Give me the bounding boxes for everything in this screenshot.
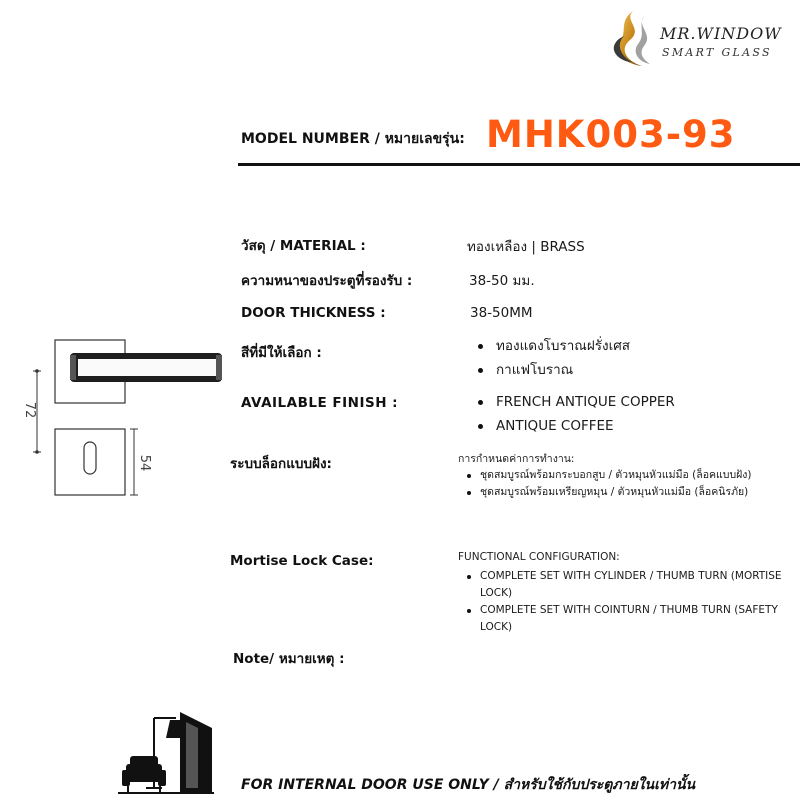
model-number-label: MODEL NUMBER / หมายเลขรุ่น:: [241, 131, 465, 147]
thickness-value-th: 38-50 มม.: [469, 273, 535, 289]
header-divider: [238, 163, 800, 166]
lock-list-en: [458, 568, 800, 636]
finish-label-th: สีที่มีให้เลือก :: [241, 345, 322, 361]
lock-heading-th: การกำหนดค่าการทำงาน:: [458, 453, 575, 465]
list-item: ทองแดงโบราณฝรั่งเศส: [474, 334, 630, 358]
material-value: ทองเหลือง | BRASS: [467, 239, 585, 255]
escutcheon-dimension-label: 54: [137, 454, 152, 472]
finish-label-en: AVAILABLE FINISH :: [241, 395, 399, 411]
list-item: COMPLETE SET WITH COINTURN / THUMB TURN (SAFETY LOCK): [458, 602, 800, 636]
material-label: วัสดุ / MATERIAL :: [241, 238, 366, 254]
thickness-label-en: DOOR THICKNESS :: [241, 305, 386, 321]
internal-door-notice: FOR INTERNAL DOOR USE ONLY / สำหรับใช้กับประตูภายในเท่านั้น: [241, 777, 696, 793]
height-dimension-label: 72: [22, 401, 37, 419]
list-item: กาแฟโบราณ: [474, 358, 630, 382]
thickness-value-en: 38-50MM: [470, 305, 533, 321]
list-item: ชุดสมบูรณ์พร้อมเหรียญหมุน / ตัวหมุนหัวแม่มือ (ล็อคนิรภัย): [458, 484, 800, 501]
lock-heading-en: FUNCTIONAL CONFIGURATION:: [458, 551, 620, 563]
handle-technical-drawing: [20, 330, 240, 505]
interior-room-icon: [118, 708, 214, 794]
lock-label-en: Mortise Lock Case:: [230, 553, 374, 569]
lever-handle: [70, 353, 222, 382]
list-item: COMPLETE SET WITH CYLINDER / THUMB TURN (MORTISE LOCK): [458, 568, 800, 602]
flame-logo-icon: [604, 6, 664, 72]
logo-brand-name: MR.WINDOW: [660, 24, 782, 43]
note-label: Note/ หมายเหตุ :: [233, 651, 345, 667]
logo-tagline: SMART GLASS: [662, 46, 772, 59]
finish-list-th: [474, 334, 630, 382]
finish-list-en: [474, 390, 675, 438]
list-item: ANTIQUE COFFEE: [474, 414, 675, 438]
list-item: ชุดสมบูรณ์พร้อมกระบอกสูบ / ตัวหมุนหัวแม่มือ (ล็อคแบบฝัง): [458, 467, 800, 484]
thickness-label-th: ความหนาของประตูที่รองรับ :: [241, 273, 413, 289]
lock-list-th: [458, 467, 800, 501]
lock-label-th: ระบบล็อกแบบฝัง:: [230, 456, 332, 472]
escutcheon-plate: [55, 429, 125, 495]
keyhole-icon: [84, 442, 96, 474]
list-item: FRENCH ANTIQUE COPPER: [474, 390, 675, 414]
model-number-value: MHK003-93: [486, 113, 736, 156]
